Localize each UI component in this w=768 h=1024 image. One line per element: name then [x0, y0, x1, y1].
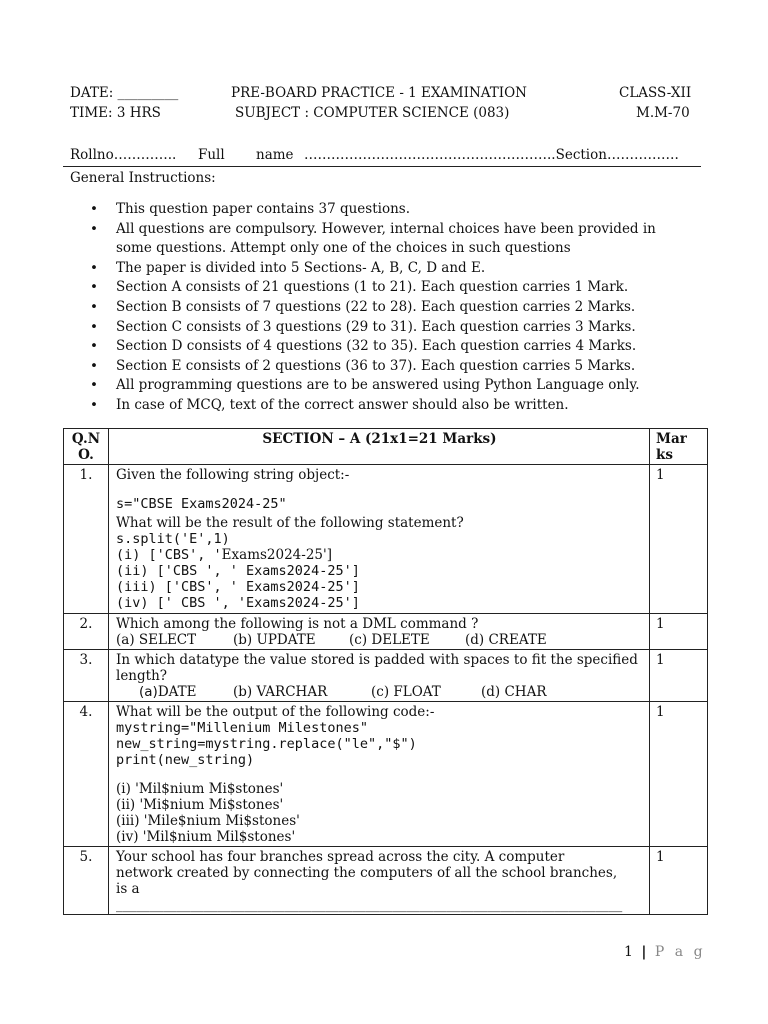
- option-i-rest: Exams2024-25']: [221, 547, 332, 563]
- question-body: [109, 650, 650, 702]
- question-marks: 1: [650, 847, 708, 915]
- name-label: name: [256, 147, 294, 163]
- option-c: (c) FLOAT: [371, 684, 441, 700]
- code-line: s.split('E',1): [116, 531, 230, 547]
- header-rule: [63, 166, 701, 167]
- question-row-2: [64, 614, 708, 650]
- marks-header: Mar ks: [650, 429, 708, 465]
- date-label: DATE: _________: [70, 85, 179, 101]
- question-body: [109, 702, 650, 847]
- option-iv: (iv) [' CBS ', 'Exams2024-25']: [116, 595, 360, 611]
- footer-separator: |: [641, 944, 647, 960]
- fullname-label: Full: [198, 147, 225, 163]
- page-number: 1: [624, 944, 633, 960]
- option-iv: (iv) 'Mil$nium Mil$stones': [116, 829, 296, 845]
- instruction-item: • Section C consists of 3 questions (29 to 31). Each question carries 3 Marks.: [90, 318, 680, 338]
- section-header: SECTION – A (21x1=21 Marks): [109, 429, 650, 465]
- option-ii: (ii) ['CBS ', ' Exams2024-25']: [116, 563, 360, 579]
- page-footer: [624, 944, 706, 960]
- option-d: (d) CHAR: [481, 684, 547, 700]
- question-text: What will be the output of the following code:-: [116, 704, 435, 720]
- option-d: (d) CREATE: [465, 632, 547, 648]
- question-marks: 1: [650, 702, 708, 847]
- option-c: (c) DELETE: [349, 632, 430, 648]
- class-label: CLASS-XII: [619, 85, 692, 101]
- question-marks: 1: [650, 650, 708, 702]
- option-b: (b) VARCHAR: [233, 684, 328, 700]
- instruction-item: • Section B consists of 7 questions (22 to 28). Each question carries 2 Marks.: [90, 298, 680, 318]
- question-number: 3.: [64, 650, 109, 702]
- question-number: 2.: [64, 614, 109, 650]
- subject-label: SUBJECT : COMPUTER SCIENCE (083): [235, 105, 510, 121]
- option-i-part: (i) ['CBS', ': [116, 547, 222, 563]
- question-marks: 1: [650, 465, 708, 614]
- qno-header: Q.N O.: [64, 429, 109, 465]
- question-text: Which among the following is not a DML command ?: [116, 616, 479, 632]
- question-number: 1.: [64, 465, 109, 614]
- instruction-item: • Section E consists of 2 questions (36 to 37). Each question carries 5 Marks.: [90, 357, 680, 377]
- question-row-3: [64, 650, 708, 702]
- question-body: [109, 465, 650, 614]
- question-marks: 1: [650, 614, 708, 650]
- option-a-prefix: (a): [139, 684, 158, 700]
- rollno-label: Rollno…………..: [70, 147, 177, 163]
- instruction-item: • The paper is divided into 5 Sections- A, B, C, D and E.: [90, 259, 680, 279]
- option-a: [139, 684, 233, 700]
- question-table: [63, 428, 708, 915]
- exam-title: PRE-BOARD PRACTICE - 1 EXAMINATION: [231, 85, 527, 101]
- instruction-item: • In case of MCQ, text of the correct answer should also be written.: [90, 396, 680, 416]
- max-marks-label: M.M-70: [636, 105, 690, 121]
- question-body: [109, 847, 650, 915]
- answer-blank-line: is a ___________________________________________________________________________: [116, 881, 623, 913]
- question-body: [109, 614, 650, 650]
- options-row: [116, 684, 643, 700]
- question-text: In which datatype the value stored is padded with spaces to fit the specified length?: [116, 652, 638, 684]
- section-fill-line: ………………………………………………..Section…………….: [304, 147, 679, 163]
- time-label: TIME: 3 HRS: [70, 105, 161, 121]
- option-iii: (iii) ['CBS', ' Exams2024-25']: [116, 579, 360, 595]
- code-line: print(new_string): [116, 752, 255, 768]
- option-i: [116, 547, 643, 563]
- question-text: network created by connecting the computers of all the school branches,: [116, 865, 618, 881]
- instruction-item: • Section D consists of 4 questions (32 to 35). Each question carries 4 Marks.: [90, 337, 680, 357]
- question-text: Your school has four branches spread across the city. A computer: [116, 849, 565, 865]
- option-iii: (iii) 'Mile$nium Mi$stones': [116, 813, 300, 829]
- page-word: P a g: [654, 944, 706, 960]
- question-row-5: [64, 847, 708, 915]
- table-header-row: [64, 429, 708, 465]
- instruction-item: • All questions are compulsory. However, internal choices have been provided in some questions. Attempt only one of the choices in such questions: [90, 220, 680, 259]
- question-number: 4.: [64, 702, 109, 847]
- instruction-item: • Section A consists of 21 questions (1 to 21). Each question carries 1 Mark.: [90, 278, 680, 298]
- instruction-item: • This question paper contains 37 questions.: [90, 200, 680, 220]
- code-line: mystring="Millenium Milestones": [116, 720, 368, 736]
- question-text: What will be the result of the following statement?: [116, 515, 464, 531]
- code-line: new_string=mystring.replace("le","$"): [116, 736, 417, 752]
- question-row-4: [64, 702, 708, 847]
- instructions-list: [90, 200, 680, 416]
- instruction-item: • All programming questions are to be answered using Python Language only.: [90, 376, 680, 396]
- option-i: (i) 'Mil$nium Mi$stones': [116, 781, 284, 797]
- code-line: s="CBSE Exams2024-25": [116, 496, 287, 512]
- option-ii: (ii) 'Mi$nium Mi$stones': [116, 797, 284, 813]
- options-row: [116, 632, 643, 648]
- general-instructions-heading: General Instructions:: [70, 170, 216, 186]
- option-b: (b) UPDATE: [233, 632, 316, 648]
- question-row-1: [64, 465, 708, 614]
- option-a-text: DATE: [157, 684, 197, 700]
- question-number: 5.: [64, 847, 109, 915]
- question-text: Given the following string object:-: [116, 467, 350, 483]
- option-a: (a) SELECT: [116, 632, 197, 648]
